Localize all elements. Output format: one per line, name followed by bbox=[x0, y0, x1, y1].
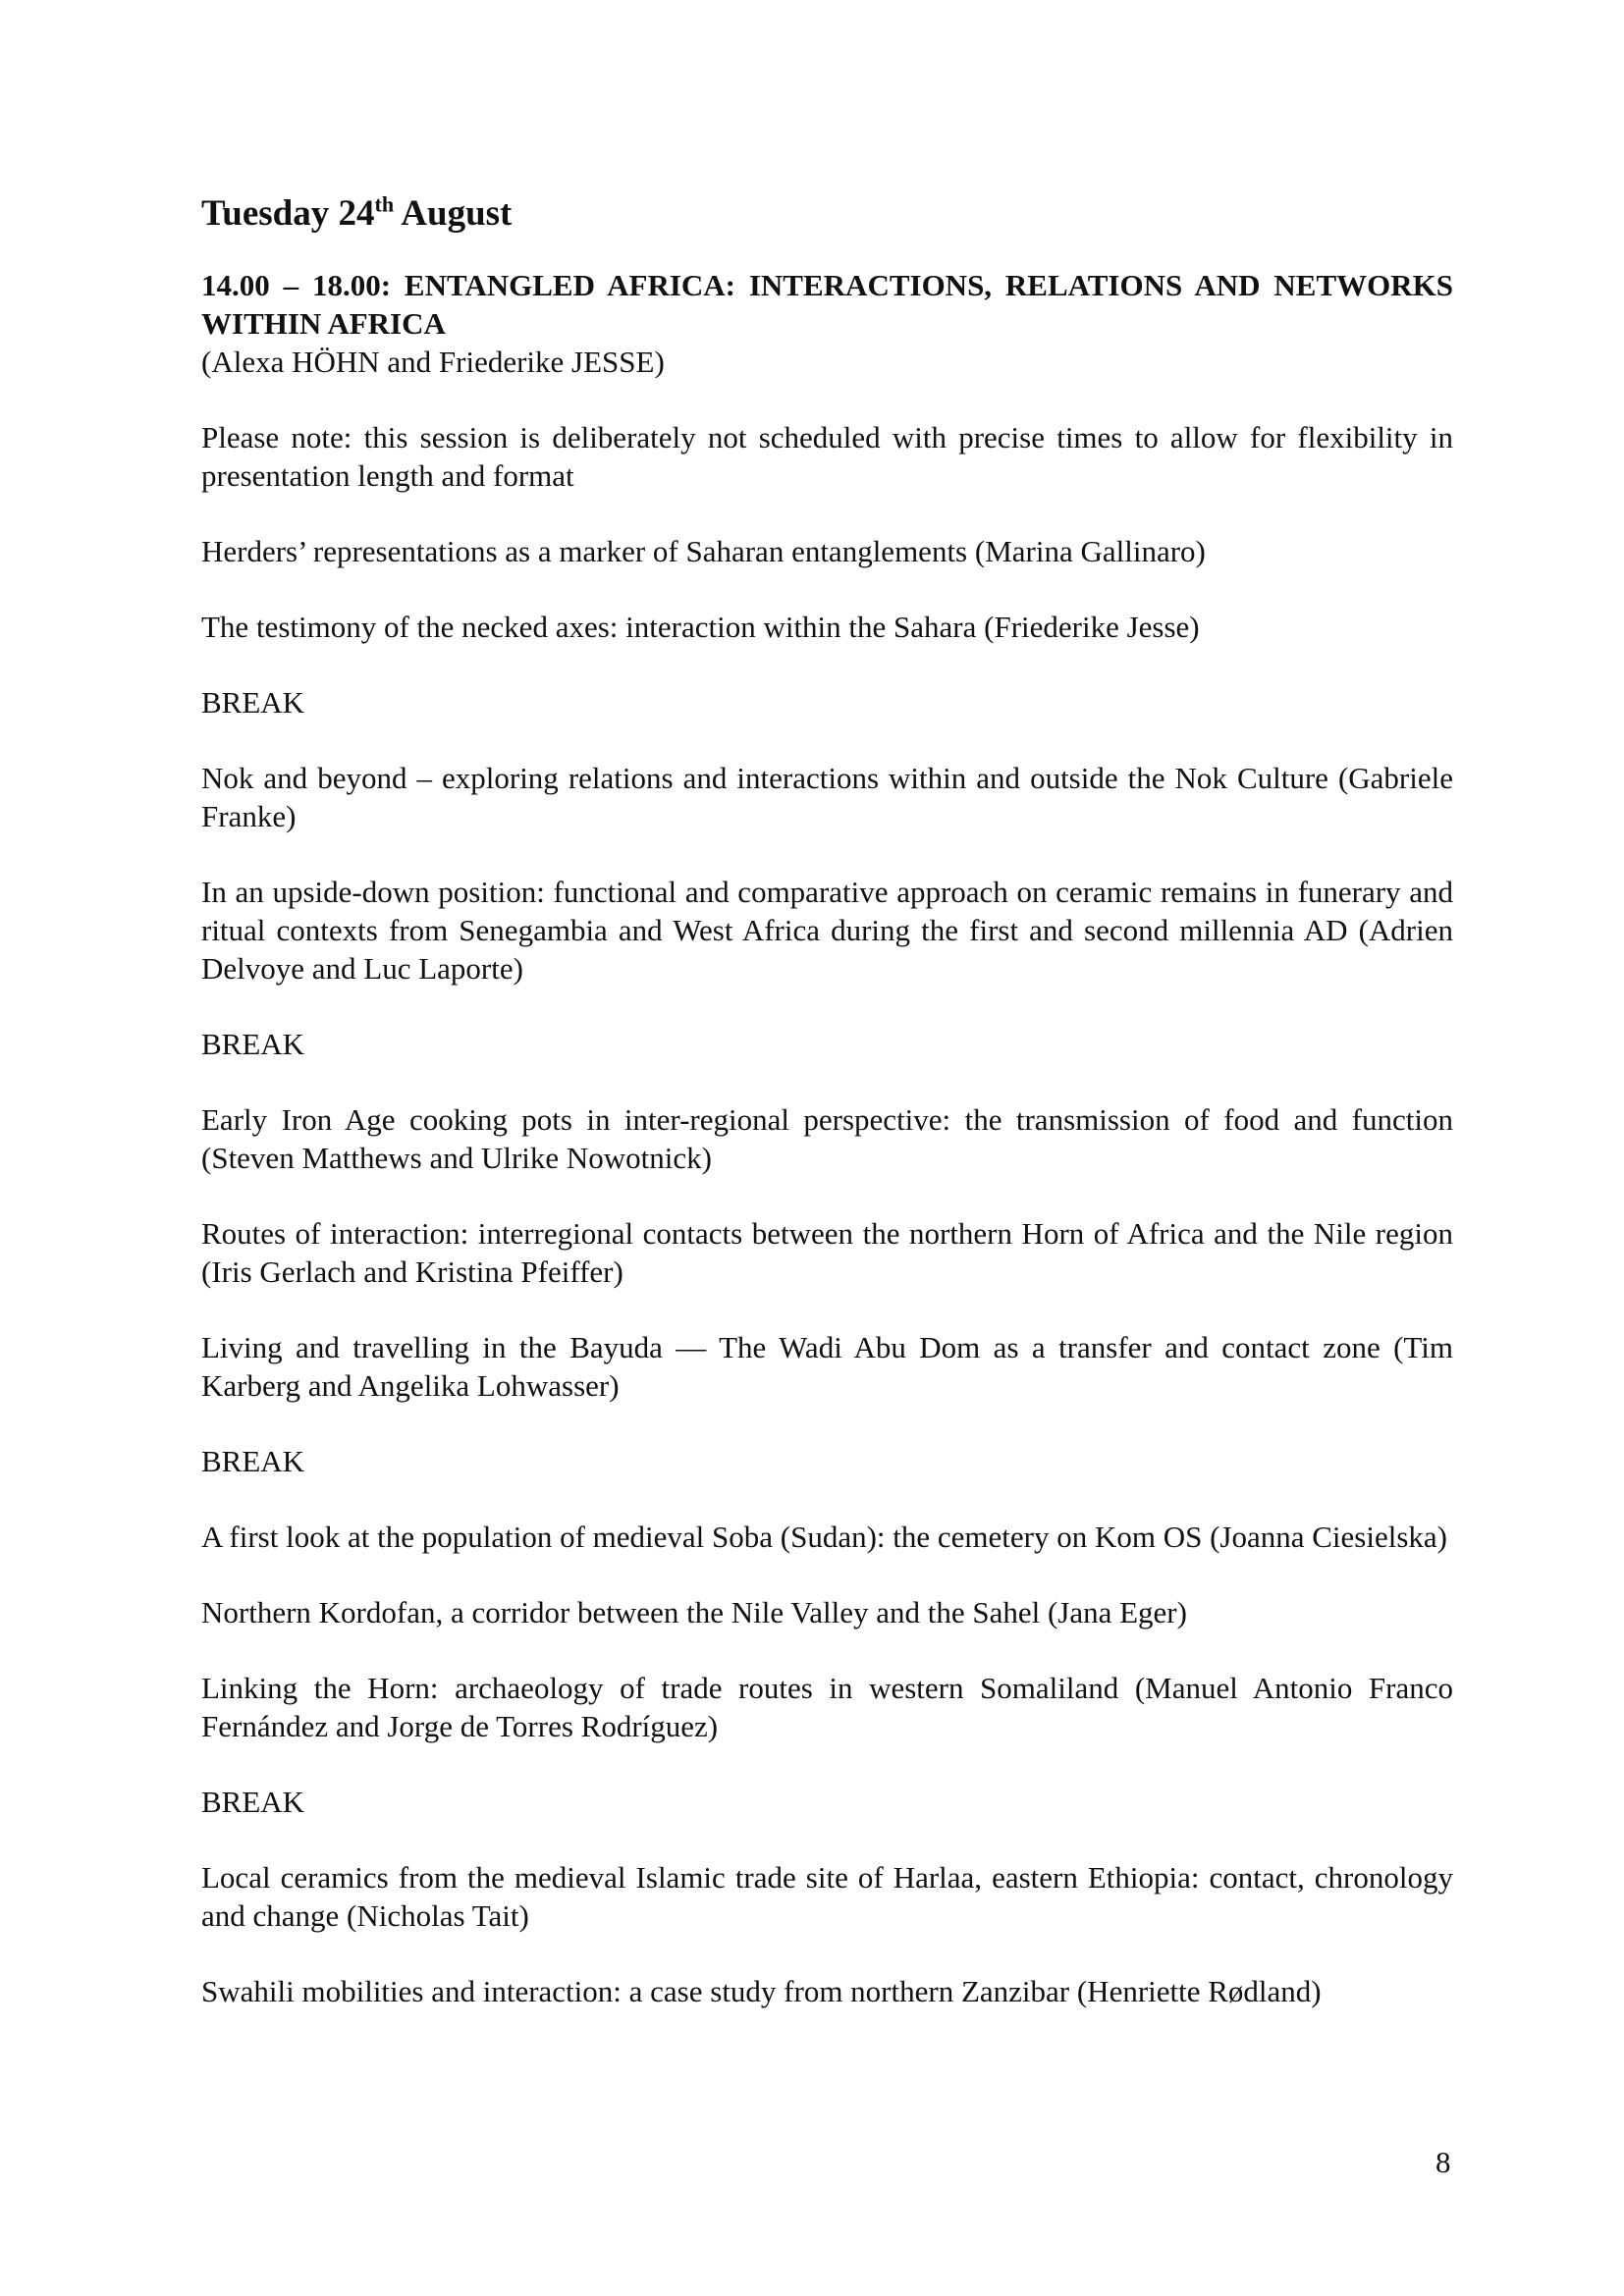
programme-entry: Routes of interaction: interregional contacts between the northern Horn of Africa and the Nile region (Iris Gerlach and Kristina Pfeiffer) bbox=[201, 1216, 1453, 1289]
break-label: BREAK bbox=[201, 685, 305, 720]
day-heading-prefix: Tuesday 24 bbox=[201, 193, 375, 234]
programme-entry: Northern Kordofan, a corridor between the Nile Valley and the Sahel (Jana Eger) bbox=[201, 1595, 1187, 1629]
programme-entry: The testimony of the necked axes: interaction within the Sahara (Friederike Jesse) bbox=[201, 610, 1200, 644]
programme-entry: Swahili mobilities and interaction: a case study from northern Zanzibar (Henriette Rødland) bbox=[201, 1974, 1322, 2008]
programme-entry: Nok and beyond – exploring relations and interactions within and outside the Nok Culture (Gabriele Franke) bbox=[201, 761, 1453, 833]
programme-entry: Early Iron Age cooking pots in inter-regional perspective: the transmission of food and function (Steven Matthews and Ulrike Nowotnick) bbox=[201, 1102, 1453, 1175]
page-number: 8 bbox=[1435, 2145, 1451, 2179]
document-page bbox=[201, 191, 1453, 2048]
break-label: BREAK bbox=[201, 1785, 305, 1819]
day-heading bbox=[201, 191, 1453, 237]
programme-entry: Linking the Horn: archaeology of trade routes in western Somaliland (Manuel Antonio Franco Fernández and Jorge de Torres Rodríguez) bbox=[201, 1671, 1453, 1743]
session-title: 14.00 – 18.00: ENTANGLED AFRICA: INTERACTIONS, RELATIONS AND NETWORKS WITHIN AFRICA bbox=[201, 268, 1453, 341]
break-label: BREAK bbox=[201, 1027, 305, 1061]
session-note: Please note: this session is deliberately not scheduled with precise times to allow for flexibility in presentation length and format bbox=[201, 420, 1453, 493]
programme-entry: In an upside-down position: functional and comparative approach on ceramic remains in funerary and ritual contexts from Senegambia and West Africa during the first and second millennia AD (Adrien Delvoye and Luc Laporte) bbox=[201, 875, 1453, 986]
day-heading-ordinal: th bbox=[374, 191, 395, 217]
programme-entry: A first look at the population of medieval Soba (Sudan): the cemetery on Kom OS (Joanna Ciesielska) bbox=[201, 1520, 1448, 1554]
break-label: BREAK bbox=[201, 1444, 305, 1478]
programme-entry: Living and travelling in the Bayuda — The Wadi Abu Dom as a transfer and contact zone (Tim Karberg and Angelika Lohwasser) bbox=[201, 1330, 1453, 1403]
day-heading-suffix: August bbox=[394, 193, 513, 234]
programme-entry: Local ceramics from the medieval Islamic trade site of Harlaa, eastern Ethiopia: contact, chronology and change (Nicholas Tait) bbox=[201, 1860, 1453, 1933]
session-chairs: (Alexa HÖHN and Friederike JESSE) bbox=[201, 345, 665, 379]
programme-entry: Herders’ representations as a marker of Saharan entanglements (Marina Gallinaro) bbox=[201, 534, 1206, 568]
